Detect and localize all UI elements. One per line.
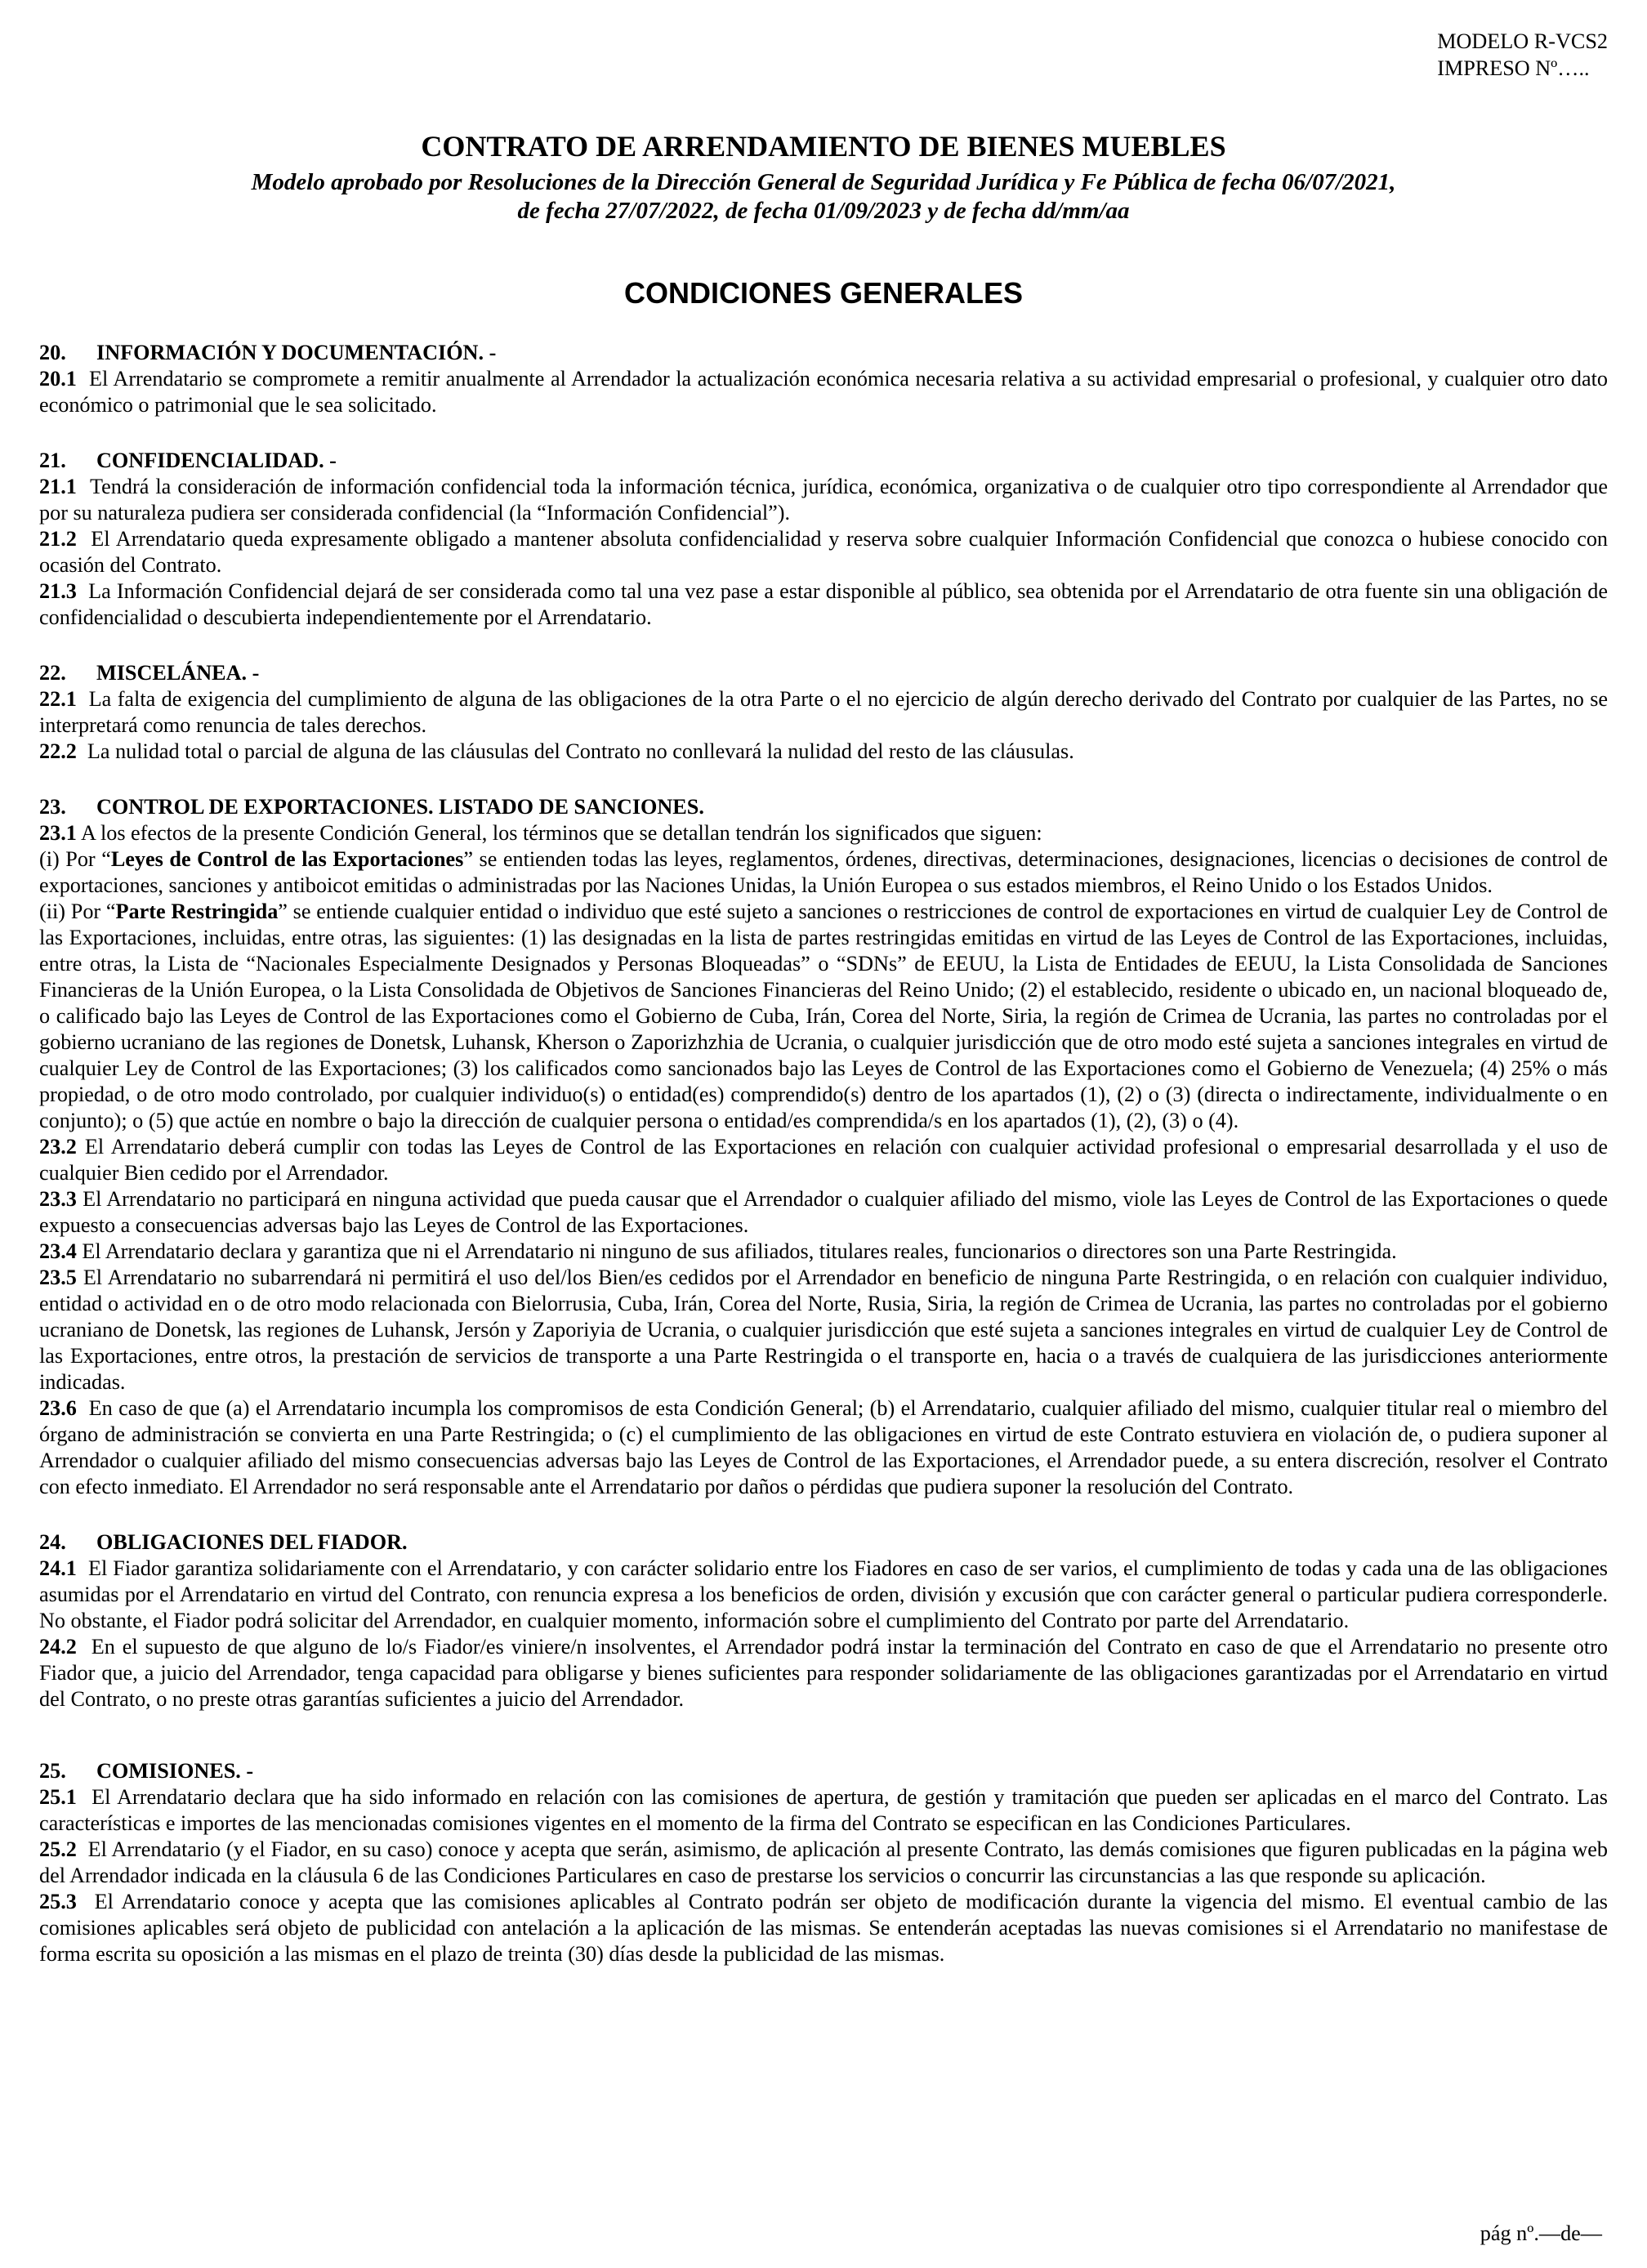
clause-23-3: [39, 1186, 1608, 1239]
clause-text: El Arrendatario no subarrendará ni permitirá el uso del/los Bien/es cedidos por el Arrendador en beneficio de ninguna Parte Restringida, o en relación con cualquier individuo, entidad o actividad en o de otro modo relacionada con Bielorrusia, Cuba, Irán, Corea del Norte, Rusia, Siria, la región de Crimea de Ucrania, las partes no controladas por el gobierno ucraniano de Donetsk, las regiones de Luhansk, Jersón y Zaporiyia de Ucrania, o cualquier jurisdicción que esté sujeta a sanciones integrales en virtud de cualquier Ley de Control de las Exportaciones, entre otros, la prestación de servicios de transporte a una Parte Restringida o el transporte en, hacia o a través de cualquiera de las jurisdicciones anteriormente indicadas.: [39, 1266, 1608, 1394]
title-block: [39, 129, 1608, 225]
section-heading-20: [39, 340, 1608, 366]
document-body: [39, 340, 1608, 1967]
subtitle-line-2: de fecha 27/07/2022, de fecha 01/09/2023 y de fecha dd/mm/aa: [517, 198, 1130, 224]
clause-22-2: [39, 739, 1608, 765]
clause-21-3: [39, 578, 1608, 631]
section-title: INFORMACIÓN Y DOCUMENTACIÓN. -: [96, 341, 497, 364]
definition-term: Leyes de Control de las Exportaciones: [110, 847, 464, 871]
definition-text: ” se entiende cualquier entidad o individuo que esté sujeto a sanciones o restricciones de control de exportaciones en virtud de cualquier Ley de Control de las Exportaciones, incluidas, entre otras, las siguientes: (1) las designadas en la lista de partes restringidas emitidas en virtud de las Leyes de Control de las Exportaciones, incluidas, entre otras, la Lista de “Nacionales Especialmente Designados y Personas Bloqueadas” o “SDNs” de EEUU, la Lista de Entidades de EEUU, la Lista Consolidada de Sanciones Financieras de la Unión Europea, o la Lista Consolidada de Objetivos de Sanciones Financieras del Reino Unido; (2) el establecido, residente o ubicado en, un nacional bloqueado de, o calificado bajo las Leyes de Control de las Exportaciones como el Gobierno de Cuba, Irán, Corea del Norte, Siria, la región de Crimea de Ucrania, las partes no controladas por el gobierno ucraniano de las regiones de Donetsk, Luhansk, Kherson o Zaporizhzhia de Ucrania, o cualquier jurisdicción que de otro modo esté sujeta a sanciones integrales en virtud de cualquier Ley de Control de las Exportaciones; (3) los calificados como sancionados bajo las Leyes de Control de las Exportaciones como el Gobierno de Venezuela; (4) 25% o más propiedad, o de otro modo controlado, por cualquier individuo(s) o entidad(es) comprendido(s) dentro de los apartados (1), (2) o (3) (directa o indirectamente, individualmente o en conjunto); o (5) que actúe en nombre o bajo la dirección de cualquier persona o entidad/es comprendida/s en los apartados (1), (2), (3) o (4).: [39, 900, 1609, 1132]
section-number: 21.: [39, 449, 66, 472]
clause-number: 22.1: [39, 687, 77, 711]
general-conditions-heading: CONDICIONES GENERALES: [623, 276, 1024, 310]
document-subtitle: [39, 168, 1608, 225]
definition-text: ” se entienden todas las leyes, reglamentos, órdenes, directivas, determinaciones, designaciones, licencias o decisiones de control de exportaciones, sanciones y antiboicot emitidas o administradas por las Naciones Unidas, la Unión Europea o sus estados miembros, el Reino Unido o los Estados Unidos.: [39, 847, 1608, 897]
clause-text: El Fiador garantiza solidariamente con el Arrendatario, y con carácter solidario entre los Fiadores en caso de ser varios, el cumplimiento de todas y cada una de las obligaciones asumidas por el Arrendatario en virtud del Contrato, con renuncia expresa a los beneficios de orden, división y excusión que con carácter general o particular pudiera corresponderle. No obstante, el Fiador podrá solicitar del Arrendador, en cualquier momento, información sobre el cumplimiento del Contrato por parte del Arrendatario.: [39, 1556, 1609, 1632]
clause-25-3: [39, 1889, 1608, 1967]
clause-text: El Arrendatario declara y garantiza que ni el Arrendatario ni ninguno de sus afiliados, titulares reales, funcionarios o directores son una Parte Restringida.: [82, 1239, 1397, 1263]
subtitle-line-1: Modelo aprobado por Resoluciones de la Dirección General de Seguridad Jurídica y Fe Pública de fecha 06/07/2021,: [251, 169, 1396, 195]
clause-number: 22.2: [39, 739, 77, 763]
clause-22-1: [39, 686, 1608, 739]
clause-number: 25.2: [39, 1837, 77, 1861]
clause-text: El Arrendatario no participará en ninguna actividad que pueda causar que el Arrendador o cualquier afiliado del mismo, viole las Leyes de Control de las Exportaciones o quede expuesto a consecuencias adversas bajo las Leyes de Control de las Exportaciones.: [39, 1187, 1609, 1237]
clause-23-4: [39, 1239, 1608, 1265]
clause-20-1: [39, 366, 1608, 418]
clause-23-6: [39, 1395, 1608, 1500]
clause-24-1: [39, 1556, 1608, 1634]
clause-number: 21.1: [39, 475, 77, 498]
clause-text: En caso de que (a) el Arrendatario incumpla los compromisos de esta Condición General; (b) el Arrendatario, cualquier afiliado del mismo, cualquier titular real o miembro del órgano de administración se convierta en una Parte Restringida; o (c) el cumplimiento de las obligaciones en virtud de este Contrato estuviera en violación de, o pudiera suponer al Arrendador o cualquier afiliado del mismo consecuencias adversas bajo las Leyes de Control de las Exportaciones, el Arrendador puede, a su entera discreción, resolver el Contrato con efecto inmediato. El Arrendador no será responsable ante el Arrendatario por daños o pérdidas que pudiera suponer la resolución del Contrato.: [39, 1396, 1609, 1498]
section-title: OBLIGACIONES DEL FIADOR.: [96, 1530, 408, 1554]
clause-number: 24.2: [39, 1635, 77, 1659]
clause-text: El Arrendatario declara que ha sido informado en relación con las comisiones de apertura, de gestión y tramitación que pueden ser aplicadas en el marco del Contrato. Las características e importes de las mencionadas comisiones vigentes en el momento de la firma del Contrato se especifican en las Condiciones Particulares.: [39, 1785, 1608, 1835]
section-number: 24.: [39, 1530, 66, 1554]
clause-number: 23.2: [39, 1135, 77, 1159]
clause-number: 23.4: [39, 1239, 77, 1263]
document-title: CONTRATO DE ARRENDAMIENTO DE BIENES MUEBLES: [421, 130, 1226, 163]
definition-prefix: (ii) Por “: [39, 900, 116, 923]
section-heading-21: [39, 448, 1608, 474]
clause-23-5: [39, 1265, 1608, 1395]
section-number: 22.: [39, 661, 66, 685]
clause-number: 23.1: [39, 821, 77, 845]
clause-text: La nulidad total o parcial de alguna de las cláusulas del Contrato no conllevará la nulidad del resto de las cláusulas.: [87, 739, 1074, 763]
clause-number: 21.3: [39, 579, 77, 603]
clause-21-1: [39, 474, 1608, 526]
clause-number: 25.1: [39, 1785, 77, 1809]
clause-text: El Arrendatario (y el Fiador, en su caso) conoce y acepta que serán, asimismo, de aplicación al presente Contrato, las demás comisiones que figuren publicadas en la página web del Arrendador indicada en la cláusula 6 de las Condiciones Particulares en caso de prestarse los servicios o concurrir las circunstancias a las que responde su aplicación.: [39, 1837, 1608, 1887]
clause-23-2: [39, 1134, 1608, 1186]
definition-prefix: (i) Por “: [39, 847, 111, 871]
section-title: COMISIONES. -: [96, 1759, 254, 1783]
clause-text: El Arrendatario deberá cumplir con todas las Leyes de Control de las Exportaciones en relación con cualquier actividad profesional o empresarial desarrollada y el uso de cualquier Bien cedido por el Arrendador.: [39, 1135, 1608, 1185]
section-heading-22: [39, 660, 1608, 686]
clause-25-1: [39, 1784, 1608, 1837]
clause-number: 23.5: [39, 1266, 77, 1289]
print-number: IMPRESO Nº…..: [1437, 56, 1590, 80]
model-header: [1437, 28, 1608, 82]
clause-number: 24.1: [39, 1556, 77, 1580]
section-title: CONFIDENCIALIDAD. -: [96, 449, 337, 472]
clause-text: El Arrendatario se compromete a remitir anualmente al Arrendador la actualización económica necesaria relativa a su actividad empresarial o profesional, y cualquier otro dato económico o patrimonial que le sea solicitado.: [39, 367, 1608, 417]
section-title: MISCELÁNEA. -: [96, 661, 260, 685]
definition-ii: [39, 899, 1608, 1134]
model-code: MODELO R-VCS2: [1437, 29, 1608, 53]
clause-number: 21.2: [39, 527, 77, 551]
clause-25-2: [39, 1837, 1608, 1889]
clause-text: La falta de exigencia del cumplimiento de alguna de las obligaciones de la otra Parte o el no ejercicio de algún derecho derivado del Contrato por cualquier de las Partes, no se interpretará como renuncia de tales derechos.: [39, 687, 1609, 737]
clause-21-2: [39, 526, 1608, 578]
clause-text: En el supuesto de que alguno de lo/s Fiador/es viniere/n insolventes, el Arrendador podrá instar la terminación del Contrato en caso de que el Arrendatario no presente otro Fiador que, a juicio del Arrendador, tenga capacidad para obligarse y bienes suficientes para responder solidariamente de las obligaciones garantizadas por el Arrendatario en virtud del Contrato, o no preste otras garantías suficientes a juicio del Arrendador.: [39, 1635, 1608, 1711]
clause-number: 23.6: [39, 1396, 77, 1420]
section-heading-25: [39, 1758, 1608, 1784]
clause-number: 23.3: [39, 1187, 77, 1211]
clause-text: El Arrendatario conoce y acepta que las comisiones aplicables al Contrato podrán ser objeto de modificación durante la vigencia del mismo. El eventual cambio de las comisiones aplicables será objeto de publicidad con antelación a la aplicación de las mismas. Se entenderán aceptadas las nuevas comisiones si el Arrendatario no manifestase de forma escrita su oposición a las mismas en el plazo de treinta (30) días desde la publicidad de las mismas.: [39, 1890, 1609, 1966]
section-number: 25.: [39, 1759, 66, 1783]
clause-24-2: [39, 1634, 1608, 1712]
definition-i: [39, 846, 1608, 899]
clause-text: El Arrendatario queda expresamente obligado a mantener absoluta confidencialidad y reserva sobre cualquier Información Confidencial que conozca o hubiese conocido con ocasión del Contrato.: [39, 527, 1609, 577]
page-number: pág nº.—de—: [1480, 2221, 1602, 2245]
clause-number: 25.3: [39, 1890, 77, 1913]
clause-number: 20.1: [39, 367, 77, 391]
clause-text: Tendrá la consideración de información confidencial toda la información técnica, jurídica, económica, organizativa o de cualquier otro tipo correspondiente al Arrendador que por su naturaleza pudiera ser considerada confidencial (la “Información Confidencial”).: [39, 475, 1608, 525]
clause-23-1: [39, 820, 1608, 846]
section-number: 20.: [39, 341, 66, 364]
section-heading-23: [39, 794, 1608, 820]
section-number: 23.: [39, 795, 66, 819]
definition-term: Parte Restringida: [115, 900, 279, 923]
clause-text: La Información Confidencial dejará de ser considerada como tal una vez pase a estar disponible al público, sea obtenida por el Arrendatario de otra fuente sin una obligación de confidencialidad o descubierta independientemente por el Arrendatario.: [39, 579, 1608, 629]
section-title: CONTROL DE EXPORTACIONES. LISTADO DE SANCIONES.: [96, 795, 704, 819]
section-heading-24: [39, 1529, 1608, 1556]
clause-text: A los efectos de la presente Condición General, los términos que se detallan tendrán los significados que siguen:: [80, 821, 1042, 845]
